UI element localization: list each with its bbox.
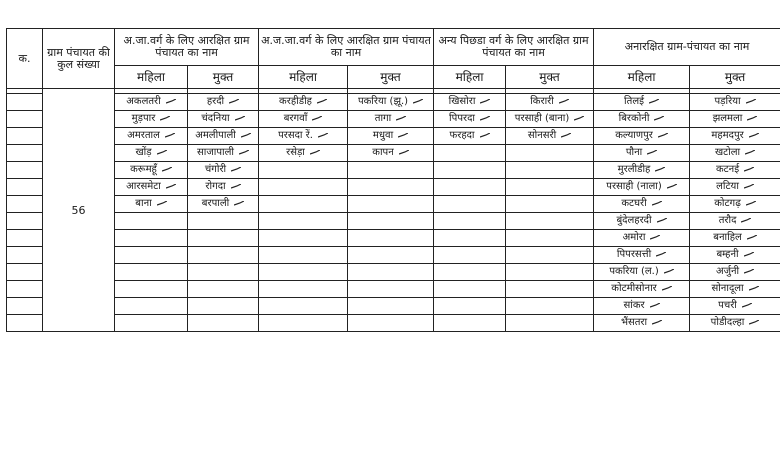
check-mark-icon — [234, 201, 244, 206]
obc-mahila-cell — [434, 281, 506, 298]
unres-mukt-cell — [690, 298, 780, 315]
obc-mahila-cell — [434, 162, 506, 179]
serial-cell — [7, 94, 43, 111]
obc-mahila-cell — [434, 196, 506, 213]
obc-mahila-cell — [434, 128, 506, 145]
st-mahila-cell — [259, 128, 348, 145]
obc-mukt-cell — [506, 213, 594, 230]
check-mark-icon — [157, 150, 167, 155]
obc-mukt-cell — [506, 94, 594, 111]
check-mark-icon — [231, 184, 241, 189]
check-mark-icon — [667, 184, 677, 189]
check-mark-icon — [749, 320, 759, 325]
check-mark-icon — [229, 99, 239, 104]
village-name: पड़रिया — [714, 96, 741, 107]
table-row — [7, 128, 780, 145]
village-name: परसाही (बाना) — [514, 113, 570, 124]
village-name: खटोला — [714, 147, 741, 158]
unres-mahila-cell — [594, 111, 690, 128]
unres-mukt-cell — [690, 162, 780, 179]
check-mark-icon — [655, 167, 665, 172]
sc-mukt-cell — [188, 298, 259, 315]
unres-mahila-cell — [594, 264, 690, 281]
village-name: साजापाली — [197, 147, 234, 158]
village-name: सांकर — [623, 300, 645, 311]
table-row — [7, 247, 780, 264]
obc-mukt-cell — [506, 264, 594, 281]
check-mark-icon — [747, 116, 757, 121]
sc-mahila-cell — [115, 94, 188, 111]
village-name: कोटगढ़ — [714, 198, 741, 209]
check-mark-icon — [318, 133, 328, 138]
unres-mukt-cell — [690, 179, 780, 196]
check-mark-icon — [744, 184, 754, 189]
unres-mukt-cell — [690, 264, 780, 281]
table-row — [7, 281, 780, 298]
village-name: करहीडीह — [279, 96, 312, 107]
sc-mukt-cell — [188, 264, 259, 281]
sc-mukt-cell — [188, 213, 259, 230]
village-name: अर्जुनी — [715, 266, 740, 277]
unres-mahila-cell — [594, 179, 690, 196]
obc-mahila-cell — [434, 315, 506, 332]
check-mark-icon — [396, 116, 406, 121]
obc-mahila-cell — [434, 230, 506, 247]
unres-mahila-cell — [594, 230, 690, 247]
unres-mahila-cell — [594, 128, 690, 145]
subheader-row — [7, 66, 780, 89]
village-name: परसाही (नाला) — [606, 181, 662, 192]
st-mukt-cell — [348, 111, 434, 128]
serial-cell — [7, 162, 43, 179]
unreserved-header: अनारक्षित ग्राम-पंचायत का नाम — [594, 29, 780, 66]
serial-cell — [7, 145, 43, 162]
unres-mukt-cell — [690, 111, 780, 128]
village-name: बाना — [135, 198, 152, 209]
table-row — [7, 298, 780, 315]
obc-header: अन्य पिछडा वर्ग के लिए आरक्षित ग्राम पंचायत का नाम — [434, 29, 594, 66]
sc-mahila-cell — [115, 179, 188, 196]
village-name: रोगदा — [205, 181, 226, 192]
sc-mahila-cell — [115, 247, 188, 264]
check-mark-icon — [231, 167, 241, 172]
obc-mahila-header: महिला — [434, 66, 506, 89]
village-name: पिपरसत्ती — [616, 249, 652, 260]
serial-cell — [7, 128, 43, 145]
header-row — [7, 29, 780, 66]
serial-cell — [7, 298, 43, 315]
check-mark-icon — [652, 201, 662, 206]
gp-total-value: 56 — [43, 89, 115, 332]
sc-mukt-cell — [188, 179, 259, 196]
sc-mukt-cell — [188, 196, 259, 213]
unres-mukt-cell — [690, 315, 780, 332]
sc-mahila-cell — [115, 196, 188, 213]
check-mark-icon — [650, 303, 660, 308]
check-mark-icon — [574, 116, 584, 121]
village-name: महमदपुर — [711, 130, 744, 141]
village-name: परसदा रें. — [278, 130, 313, 141]
check-mark-icon — [749, 286, 759, 291]
st-mahila-cell — [259, 213, 348, 230]
check-mark-icon — [747, 235, 757, 240]
sc-mahila-header: महिला — [115, 66, 188, 89]
village-name: बनाहिल — [713, 232, 742, 243]
village-name: पिपरदा — [449, 113, 475, 124]
village-name: बिरकोनी — [618, 113, 650, 124]
check-mark-icon — [317, 99, 327, 104]
check-mark-icon — [166, 99, 176, 104]
unres-mahila-cell — [594, 94, 690, 111]
sc-header: अ.जा.वर्ग के लिए आरक्षित ग्राम पंचायत का नाम — [115, 29, 259, 66]
obc-mukt-cell — [506, 315, 594, 332]
unres-mukt-cell — [690, 281, 780, 298]
check-mark-icon — [166, 184, 176, 189]
sc-mukt-cell — [188, 94, 259, 111]
check-mark-icon — [399, 150, 409, 155]
st-mahila-cell — [259, 298, 348, 315]
serial-cell — [7, 111, 43, 128]
reservation-table — [6, 28, 780, 332]
sc-mahila-cell — [115, 281, 188, 298]
sc-mahila-cell — [115, 315, 188, 332]
village-name: बुंदेलहरदी — [616, 215, 652, 226]
obc-mahila-cell — [434, 94, 506, 111]
st-mukt-cell — [348, 145, 434, 162]
gp-total-header: ग्राम पंचायत की कुल संख्या — [43, 29, 115, 89]
check-mark-icon — [398, 133, 408, 138]
check-mark-icon — [746, 99, 756, 104]
check-mark-icon — [649, 99, 659, 104]
village-name: आरसमेटा — [126, 181, 161, 192]
unres-mukt-cell — [690, 230, 780, 247]
village-name: तरौद — [718, 215, 737, 226]
obc-mukt-cell — [506, 179, 594, 196]
unres-mahila-cell — [594, 213, 690, 230]
serial-cell — [7, 247, 43, 264]
village-name: झलमला — [712, 113, 743, 124]
table-row — [7, 264, 780, 281]
village-name: कल्याणपुर — [615, 130, 653, 141]
obc-mukt-cell — [506, 230, 594, 247]
st-mahila-cell — [259, 230, 348, 247]
village-name: पोडीदल्हा — [710, 317, 745, 328]
village-name: कापन — [372, 147, 394, 158]
village-name: पकरिया (झू.) — [357, 96, 409, 107]
unres-mukt-cell — [690, 128, 780, 145]
sc-mukt-cell — [188, 281, 259, 298]
st-mukt-cell — [348, 264, 434, 281]
village-name: अमलीपाली — [195, 130, 236, 141]
check-mark-icon — [746, 201, 756, 206]
check-mark-icon — [652, 320, 662, 325]
unres-mahila-cell — [594, 196, 690, 213]
st-mukt-cell — [348, 281, 434, 298]
check-mark-icon — [664, 269, 674, 274]
village-name: अमरताल — [127, 130, 160, 141]
sc-mahila-cell — [115, 264, 188, 281]
obc-mukt-cell — [506, 196, 594, 213]
village-name: तिलई — [624, 96, 645, 107]
village-name: कोटमीसोनार — [611, 283, 657, 294]
check-mark-icon — [742, 303, 752, 308]
check-mark-icon — [650, 235, 660, 240]
unres-mukt-cell — [690, 94, 780, 111]
st-mahila-cell — [259, 264, 348, 281]
village-name: मधुवा — [372, 130, 394, 141]
village-name: कटघरी — [621, 198, 647, 209]
village-name: चंदनिया — [201, 113, 230, 124]
sc-mukt-header: मुक्त — [188, 66, 259, 89]
unres-mukt-cell — [690, 247, 780, 264]
sc-mukt-cell — [188, 128, 259, 145]
village-name: करूमहूँ — [130, 164, 157, 175]
unres-mukt-header: मुक्त — [690, 66, 780, 89]
check-mark-icon — [312, 116, 322, 121]
serial-cell — [7, 281, 43, 298]
unres-mahila-cell — [594, 162, 690, 179]
unres-mukt-cell — [690, 213, 780, 230]
unres-mahila-header: महिला — [594, 66, 690, 89]
table-row — [7, 213, 780, 230]
village-name: पौना — [625, 147, 643, 158]
obc-mukt-header: मुक्त — [506, 66, 594, 89]
obc-mahila-cell — [434, 298, 506, 315]
check-mark-icon — [656, 252, 666, 257]
village-name: फरहदा — [449, 130, 475, 141]
sc-mukt-cell — [188, 315, 259, 332]
sc-mahila-cell — [115, 213, 188, 230]
village-name: कटनई — [715, 164, 740, 175]
check-mark-icon — [480, 99, 490, 104]
check-mark-icon — [561, 133, 571, 138]
sc-mukt-cell — [188, 247, 259, 264]
st-mukt-cell — [348, 94, 434, 111]
sc-mukt-cell — [188, 230, 259, 247]
sc-mahila-cell — [115, 162, 188, 179]
obc-mahila-cell — [434, 111, 506, 128]
check-mark-icon — [745, 150, 755, 155]
check-mark-icon — [744, 167, 754, 172]
serial-cell — [7, 213, 43, 230]
obc-mahila-cell — [434, 145, 506, 162]
obc-mukt-cell — [506, 128, 594, 145]
table-row — [7, 111, 780, 128]
village-name: पकरिया (ल.) — [609, 266, 659, 277]
st-mahila-cell — [259, 281, 348, 298]
village-name: बरपाली — [201, 198, 230, 209]
sc-mukt-cell — [188, 162, 259, 179]
obc-mahila-cell — [434, 213, 506, 230]
unres-mukt-cell — [690, 145, 780, 162]
check-mark-icon — [480, 133, 490, 138]
village-name: मुड़पार — [131, 113, 156, 124]
unres-mahila-cell — [594, 247, 690, 264]
check-mark-icon — [413, 99, 423, 104]
check-mark-icon — [480, 116, 490, 121]
st-mukt-cell — [348, 179, 434, 196]
serial-cell — [7, 315, 43, 332]
village-name: किरारी — [530, 96, 554, 107]
table-row — [7, 315, 780, 332]
check-mark-icon — [157, 201, 167, 206]
check-mark-icon — [235, 116, 245, 121]
st-mukt-cell — [348, 128, 434, 145]
st-mahila-cell — [259, 162, 348, 179]
village-name: खोंड़ — [135, 147, 152, 158]
table-row — [7, 230, 780, 247]
sc-mukt-cell — [188, 145, 259, 162]
village-name: मुरलीडीह — [617, 164, 651, 175]
st-mukt-cell — [348, 162, 434, 179]
village-name: रसेड़ा — [286, 147, 305, 158]
check-mark-icon — [658, 133, 668, 138]
village-name: अकलतरी — [126, 96, 161, 107]
st-mukt-cell — [348, 196, 434, 213]
st-header: अ.ज.जा.वर्ग के लिए आरक्षित ग्राम पंचायत का नाम — [259, 29, 434, 66]
obc-mukt-cell — [506, 145, 594, 162]
st-mahila-cell — [259, 94, 348, 111]
st-mahila-cell — [259, 315, 348, 332]
serial-cell — [7, 196, 43, 213]
st-mukt-cell — [348, 298, 434, 315]
table-row — [7, 162, 780, 179]
serial-cell — [7, 230, 43, 247]
village-name: हरदी — [206, 96, 225, 107]
check-mark-icon — [162, 167, 172, 172]
st-mahila-cell — [259, 179, 348, 196]
check-mark-icon — [559, 99, 569, 104]
st-mahila-cell — [259, 145, 348, 162]
unres-mahila-cell — [594, 145, 690, 162]
village-name: बम्हनी — [716, 249, 739, 260]
check-mark-icon — [744, 252, 754, 257]
village-name: लटिया — [716, 181, 739, 192]
sc-mahila-cell — [115, 298, 188, 315]
village-name: सोनसरी — [527, 130, 557, 141]
table-row — [7, 145, 780, 162]
obc-mukt-cell — [506, 247, 594, 264]
st-mahila-cell — [259, 247, 348, 264]
check-mark-icon — [744, 269, 754, 274]
table-row — [7, 179, 780, 196]
unres-mahila-cell — [594, 315, 690, 332]
village-name: चंगोरी — [204, 164, 227, 175]
check-mark-icon — [239, 150, 249, 155]
obc-mukt-cell — [506, 298, 594, 315]
check-mark-icon — [647, 150, 657, 155]
check-mark-icon — [662, 286, 672, 291]
unres-mahila-cell — [594, 298, 690, 315]
village-name: तागा — [374, 113, 392, 124]
table-row — [7, 196, 780, 213]
serial-header: क. — [7, 29, 43, 89]
st-mahila-cell — [259, 196, 348, 213]
st-mukt-cell — [348, 315, 434, 332]
obc-mukt-cell — [506, 162, 594, 179]
village-name: बरगवाँ — [283, 113, 308, 124]
unres-mahila-cell — [594, 281, 690, 298]
st-mukt-cell — [348, 247, 434, 264]
sc-mahila-cell — [115, 230, 188, 247]
obc-mahila-cell — [434, 247, 506, 264]
check-mark-icon — [749, 133, 759, 138]
check-mark-icon — [654, 116, 664, 121]
st-mahila-cell — [259, 111, 348, 128]
serial-cell — [7, 264, 43, 281]
obc-mukt-cell — [506, 111, 594, 128]
sc-mahila-cell — [115, 128, 188, 145]
table-row — [7, 94, 780, 111]
obc-mukt-cell — [506, 281, 594, 298]
st-mukt-cell — [348, 213, 434, 230]
village-name: खिसोरा — [448, 96, 476, 107]
village-name: सोनादूला — [711, 283, 744, 294]
village-name: पचरी — [718, 300, 737, 311]
table-body — [7, 89, 780, 332]
check-mark-icon — [741, 218, 751, 223]
village-name: अमोरा — [622, 232, 646, 243]
check-mark-icon — [165, 133, 175, 138]
sc-mahila-cell — [115, 111, 188, 128]
check-mark-icon — [657, 218, 667, 223]
check-mark-icon — [160, 116, 170, 121]
st-mukt-cell — [348, 230, 434, 247]
obc-mahila-cell — [434, 264, 506, 281]
sc-mahila-cell — [115, 145, 188, 162]
obc-mahila-cell — [434, 179, 506, 196]
village-name: भैंसतरा — [620, 317, 648, 328]
sc-mukt-cell — [188, 111, 259, 128]
st-mukt-header: मुक्त — [348, 66, 434, 89]
unres-mukt-cell — [690, 196, 780, 213]
check-mark-icon — [310, 150, 320, 155]
check-mark-icon — [241, 133, 251, 138]
serial-cell — [7, 179, 43, 196]
st-mahila-header: महिला — [259, 66, 348, 89]
